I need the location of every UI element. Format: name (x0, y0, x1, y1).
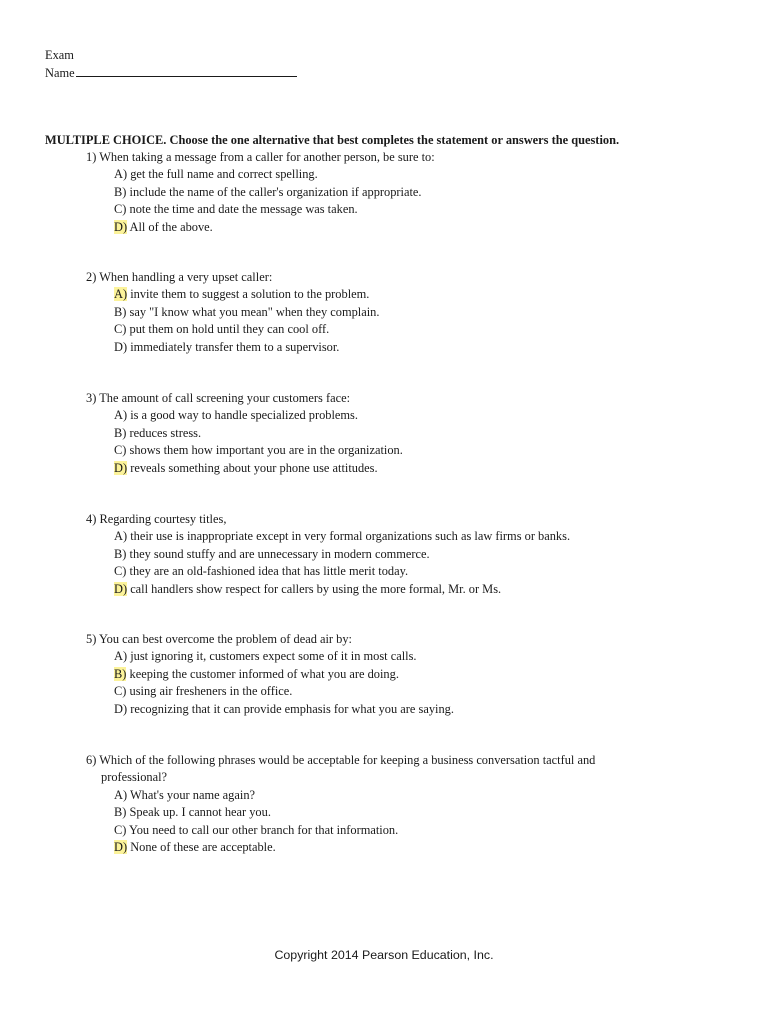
option-text: note the time and date the message was taken. (129, 202, 358, 217)
option-letter: B) (114, 805, 127, 820)
option-text: Speak up. I cannot hear you. (129, 805, 271, 820)
question-number: 4) (86, 512, 97, 526)
answer-option (114, 339, 686, 356)
option-text: say "I know what you mean" when they complain. (129, 304, 380, 319)
answer-option (114, 701, 686, 718)
option-letter: A) (114, 649, 128, 664)
option-letter: B) (114, 184, 127, 199)
answer-options (114, 407, 686, 477)
answer-option (114, 304, 686, 321)
option-text: just ignoring it, customers expect some of it in most calls. (130, 649, 417, 664)
option-text: they sound stuffy and are unnecessary in modern commerce. (129, 546, 430, 561)
question-number: 1) (86, 150, 97, 164)
option-text: What's your name again? (129, 787, 256, 802)
option-text: You need to call our other branch for that information. (129, 822, 399, 837)
option-text: All of the above. (129, 219, 213, 234)
option-letter: B) (114, 546, 127, 561)
answer-option (114, 219, 686, 236)
question-stem-continued: professional? (101, 770, 168, 785)
question-text (86, 631, 686, 648)
answer-option (114, 804, 686, 821)
question-stem: When handling a very upset caller: (99, 270, 273, 284)
answer-option (114, 425, 686, 442)
question-3 (86, 390, 686, 477)
option-letter: A) (114, 787, 128, 802)
option-text: shows them how important you are in the organization. (129, 443, 403, 458)
question-stem: Regarding courtesy titles, (99, 512, 227, 526)
question-2 (86, 269, 686, 356)
answer-option (114, 683, 686, 700)
answer-option (114, 286, 686, 303)
answer-option (114, 648, 686, 665)
question-6 (86, 752, 686, 856)
answer-option (114, 839, 686, 856)
option-text: call handlers show respect for callers by using the more formal, Mr. or Ms. (130, 581, 502, 596)
question-text (86, 269, 686, 286)
name-line (45, 64, 297, 82)
copyright-footer: Copyright 2014 Pearson Education, Inc. (274, 948, 494, 962)
option-letter: D) (114, 840, 128, 855)
option-text: their use is inappropriate except in very formal organizations such as law firms or banks. (130, 529, 571, 544)
option-text: None of these are acceptable. (130, 840, 276, 855)
option-text: put them on hold until they can cool off. (129, 322, 330, 337)
question-stem: The amount of call screening your customers face: (99, 391, 351, 405)
answer-option (114, 563, 686, 580)
option-letter: A) (114, 287, 128, 302)
option-letter: C) (114, 564, 127, 579)
option-letter: D) (114, 339, 128, 354)
option-letter: B) (114, 666, 127, 681)
answer-option (114, 666, 686, 683)
option-letter: A) (114, 167, 128, 182)
option-letter: B) (114, 425, 127, 440)
option-letter: D) (114, 460, 128, 475)
option-text: immediately transfer them to a supervisor. (130, 339, 340, 354)
answer-option (114, 528, 686, 545)
answer-option (114, 407, 686, 424)
answer-option (114, 787, 686, 804)
option-text: include the name of the caller's organization if appropriate. (129, 184, 422, 199)
answer-options (114, 528, 686, 598)
option-letter: C) (114, 443, 127, 458)
answer-option (114, 822, 686, 839)
option-letter: A) (114, 408, 128, 423)
exam-label: Exam (45, 48, 74, 62)
question-4 (86, 511, 686, 598)
option-letter: B) (114, 304, 127, 319)
question-stem: When taking a message from a caller for another person, be sure to: (99, 150, 435, 164)
question-number: 6) (86, 753, 97, 767)
option-text: keeping the customer informed of what you are doing. (129, 666, 399, 681)
option-text: recognizing that it can provide emphasis for what you are saying. (130, 701, 454, 716)
name-blank (76, 64, 297, 77)
instructions: MULTIPLE CHOICE. Choose the one alternative that best completes the statement or answers the question. (45, 133, 620, 147)
option-letter: C) (114, 822, 127, 837)
option-text: is a good way to handle specialized problems. (130, 408, 358, 423)
option-letter: C) (114, 322, 127, 337)
option-text: they are an old-fashioned idea that has little merit today. (129, 564, 409, 579)
answer-option (114, 184, 686, 201)
question-stem: Which of the following phrases would be acceptable for keeping a business conversation tactful and (99, 753, 596, 767)
answer-option (114, 201, 686, 218)
question-5 (86, 631, 686, 718)
option-text: reveals something about your phone use attitudes. (130, 460, 378, 475)
answer-option (114, 166, 686, 183)
option-letter: C) (114, 202, 127, 217)
question-text (86, 511, 686, 528)
question-number: 3) (86, 391, 97, 405)
answer-option (114, 442, 686, 459)
option-letter: D) (114, 219, 128, 234)
option-letter: C) (114, 684, 127, 699)
question-stem: You can best overcome the problem of dead air by: (98, 632, 352, 646)
option-text: get the full name and correct spelling. (130, 167, 318, 182)
option-text: invite them to suggest a solution to the problem. (130, 287, 370, 302)
question-text (86, 149, 686, 166)
question-number: 2) (86, 270, 97, 284)
question-1 (86, 149, 686, 236)
question-number: 5) (86, 632, 97, 646)
option-text: using air fresheners in the office. (129, 684, 293, 699)
option-letter: D) (114, 701, 128, 716)
answer-options (114, 787, 686, 857)
answer-option (114, 460, 686, 477)
answer-option (114, 321, 686, 338)
answer-option (114, 546, 686, 563)
option-text: reduces stress. (129, 425, 202, 440)
question-text (86, 390, 686, 407)
option-letter: D) (114, 581, 128, 596)
name-label: Name (45, 66, 75, 80)
answer-option (114, 581, 686, 598)
answer-options (114, 286, 686, 356)
answer-options (114, 166, 686, 236)
question-text (86, 752, 686, 787)
option-letter: A) (114, 529, 128, 544)
answer-options (114, 648, 686, 718)
